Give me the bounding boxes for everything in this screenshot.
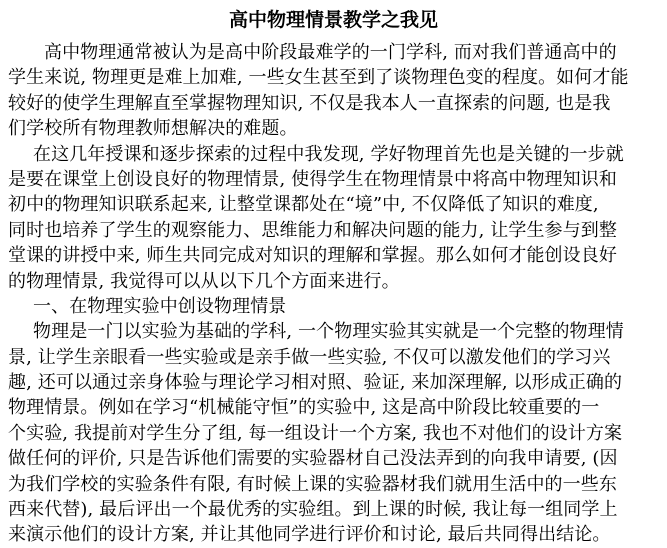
paragraph-line: 个实验, 我提前对学生分了组, 每一组设计一个方案, 我也不对他们的设计方案	[8, 422, 623, 444]
section-heading: 一、在物理实验中创设物理情景	[33, 295, 287, 317]
paragraph-line: 学生来说, 物理更是难上加难, 一些女生甚至到了谈物理色变的程度。如何才能	[8, 67, 629, 89]
paragraph-line: 初中的物理知识联系起来, 让整堂课都处在“境”中, 不仅降低了知识的难度,	[8, 194, 599, 216]
paragraph-line: 是要在课堂上创设良好的物理情景, 使得学生在物理情景中将高中物理知识和	[8, 168, 617, 190]
paragraph-line: 的物理情景, 我觉得可以从以下几个方面来进行。	[8, 270, 400, 292]
paragraph-line: 物理情景。例如在学习“机械能守恒”的实验中, 这是高中阶段比较重要的一	[8, 397, 600, 419]
paragraph-line: 为我们学校的实验条件有限, 有时候上课的实验器材我们就用生活中的一些东	[8, 473, 617, 495]
paragraph-line: 做任何的评价, 只是告诉他们需要的实验器材自己没法弄到的向我申请要, (因	[8, 448, 618, 470]
paragraph-line: 较好的使学生理解直至掌握物理知识, 不仅是我本人一直探索的问题, 也是我	[8, 92, 611, 114]
paragraph-line: 同时也培养了学生的观察能力、思维能力和解决问题的能力, 让学生参与到整	[8, 219, 617, 241]
paragraph-line: 高中物理通常被认为是高中阶段最难学的一门学科, 而对我们普通高中的	[44, 42, 617, 63]
document-title: 高中物理情景教学之我见	[228, 9, 438, 31]
paragraph-line: 来演示他们的设计方案, 并让其他同学进行评价和讨论, 最后共同得出结论。	[8, 524, 611, 546]
paragraph-line: 们学校所有物理教师想解决的难题。	[8, 118, 298, 140]
paragraph-line: 西来代替), 最后评出一个最优秀的实验组。到上课的时候, 我让每一组同学上	[8, 499, 618, 521]
paragraph-line: 趣, 还可以通过亲身体验与理论学习相对照、验证, 来加深理解, 以形成正确的	[8, 372, 623, 394]
paragraph-line: 物理是一门以实验为基础的学科, 一个物理实验其实就是一个完整的物理情	[33, 321, 624, 343]
paragraph-line: 景, 让学生亲眼看一些实验或是亲手做一些实验, 不仅可以激发他们的学习兴	[8, 346, 611, 368]
document-body	[8, 40, 658, 548]
paragraph-line: 堂课的讲授中来, 师生共同完成对知识的理解和掌握。那么如何才能创设良好	[8, 245, 617, 267]
paragraph-line: 在这几年授课和逐步探索的过程中我发现, 学好物理首先也是关键的一步就	[33, 143, 624, 165]
